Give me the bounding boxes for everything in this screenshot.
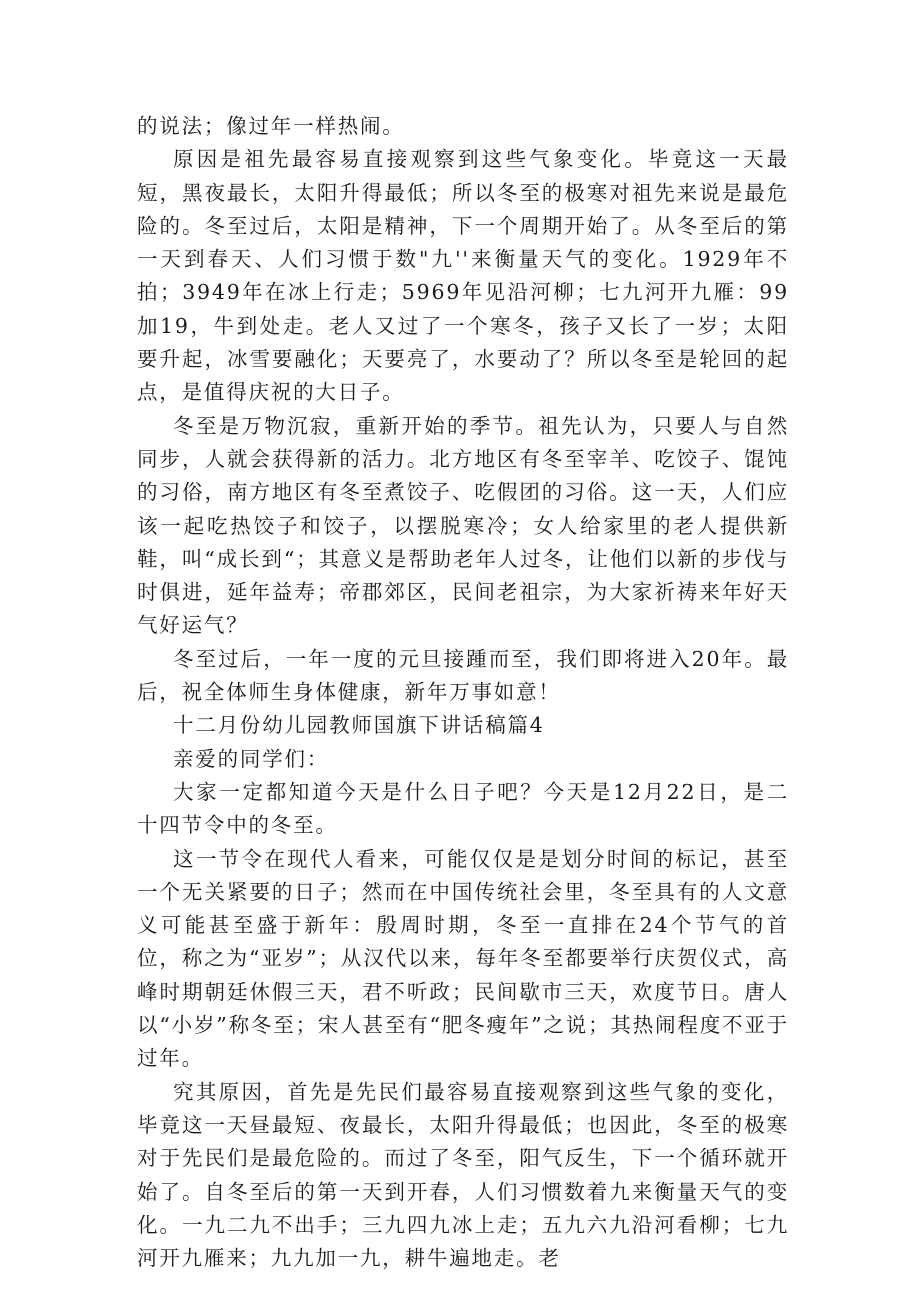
salutation: 亲爱的同学们：: [173, 746, 330, 771]
section-heading: 十二月份幼儿园教师国旗下讲话稿篇4: [173, 713, 545, 738]
paragraph-1: 的说法；像过年一样热闹。: [137, 114, 405, 138]
paragraph-5: 大家一定都知道今天是什么日子吧？今天是12月22日，是二十四节令中的冬至。: [137, 779, 789, 838]
paragraph-3: 冬至是万物沉寂，重新开始的季节。祖先认为，只要人与自然同步，人就会获得新的活力。北方地区有冬至宰羊、吃饺子、馄饨的习俗，南方地区有冬至煮饺子、吃假团的习俗。这一天，人们应该一起吃热饺子和饺子，以摆脱寒冷；女人给家里的老人提供新鞋，叫“成长到“；其意义是帮助老年人过冬，让他们以新的步伐与时俱进，延年益寿；帝郡郊区，民间老祖宗，为大家祈祷来年好天气好运气？: [137, 413, 789, 638]
paragraph-4: 冬至过后，一年一度的元旦接踵而至，我们即将进入20年。最后，祝全体师生身体健康，新年万事如意！: [137, 646, 789, 705]
paragraph-6: 这一节令在现代人看来，可能仅仅是是划分时间的标记，甚至一个无关紧要的日子；然而在中国传统社会里，冬至具有的人文意义可能甚至盛于新年：殷周时期，冬至一直排在24个节气的首位，称之为“亚岁”；从汉代以来，每年冬至都要举行庆贺仪式，高峰时期朝廷休假三天，君不听政；民间歇市三天，欢度节日。唐人以“小岁”称冬至；宋人甚至有“肥冬瘦年”之说；其热闹程度不亚于过年。: [137, 846, 789, 1071]
paragraph-2: 原因是祖先最容易直接观察到这些气象变化。毕竟这一天最短，黑夜最长，太阳升得最低；所以冬至的极寒对祖先来说是最危险的。冬至过后，太阳是精神，下一个周期开始了。从冬至后的第一天到春天、人们习惯于数"九''来衡量天气的变化。1929年不拍；3949年在冰上行走；5969年见沿河柳；七九河开九雁：99加19，牛到处走。老人又过了一个寒冬，孩子又长了一岁；太阳要升起，冰雪要融化；天要亮了，水要动了？所以冬至是轮回的起点，是值得庆祝的大日子。: [137, 147, 789, 405]
document-body: [137, 110, 789, 1275]
paragraph-7: 究其原因，首先是先民们最容易直接观察到这些气象的变化，毕竟这一天昼最短、夜最长，太阳升得最低；也因此，冬至的极寒对于先民们是最危险的。而过了冬至，阳气反生，下一个循环就开始了。自冬至后的第一天到开春，人们习惯数着九来衡量天气的变化。一九二九不出手；三九四九冰上走；五九六九沿河看柳；七九河开九雁来；九九加一九，耕牛遍地走。老: [137, 1079, 789, 1271]
